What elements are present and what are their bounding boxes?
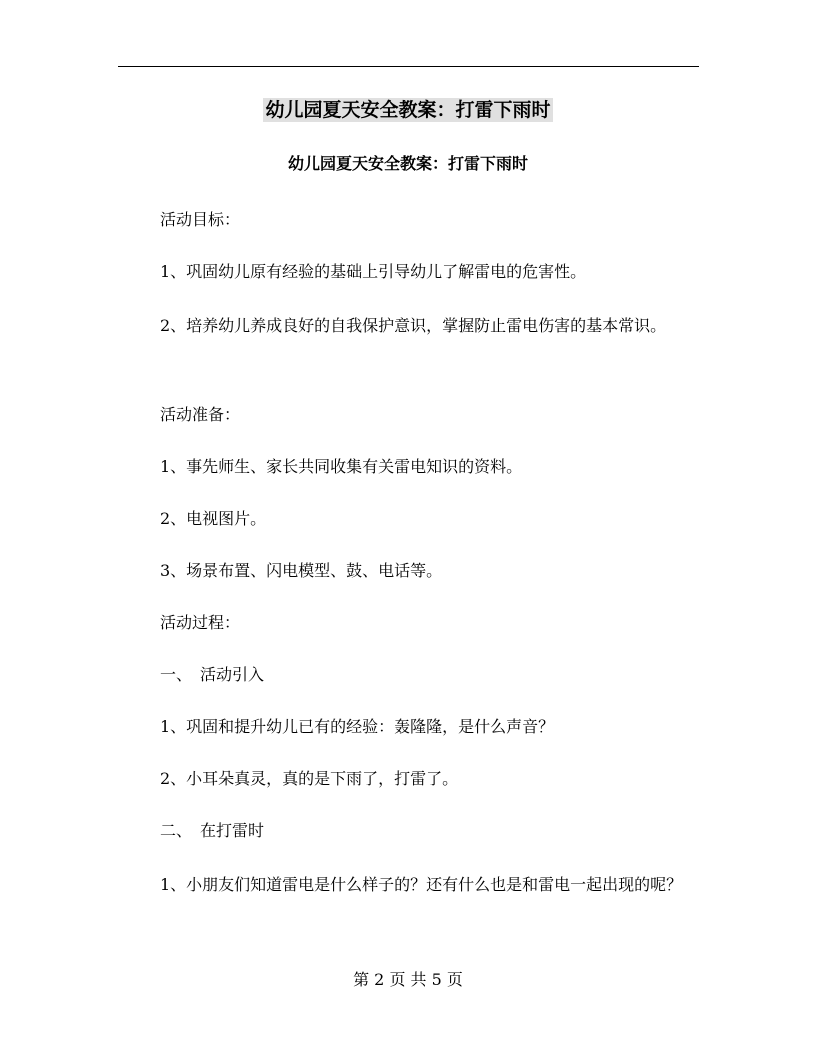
document-subtitle: 幼儿园夏天安全教案：打雷下雨时: [287, 154, 528, 173]
section-heading-goals: 活动目标：: [160, 210, 241, 229]
paragraph: 1、巩固和提升幼儿已有的经验：轰隆隆，是什么声音？: [160, 717, 555, 736]
page-footer: 第 2 页 共 5 页: [353, 970, 463, 989]
paragraph: 2、培养幼儿养成良好的自我保护意识，掌握防止雷电伤害的基本常识。: [160, 316, 667, 335]
paragraph: 1、巩固幼儿原有经验的基础上引导幼儿了解雷电的危害性。: [160, 262, 587, 281]
paragraph: 3、场景布置、闪电模型、鼓、电话等。: [160, 561, 443, 580]
paragraph: 2、小耳朵真灵，真的是下雨了，打雷了。: [160, 769, 459, 788]
section-heading-process: 活动过程：: [160, 613, 241, 632]
document-title: [0, 96, 816, 124]
section-heading-intro: 一、 活动引入: [160, 665, 265, 684]
paragraph: 1、小朋友们知道雷电是什么样子的？还有什么也是和雷电一起出现的呢？: [160, 875, 683, 894]
section-heading-thunder: 二、 在打雷时: [160, 821, 265, 840]
header-rule: [118, 66, 699, 67]
paragraph: 1、事先师生、家长共同收集有关雷电知识的资料。: [160, 457, 523, 476]
document-title-text: 幼儿园夏天安全教案：打雷下雨时: [265, 99, 551, 121]
paragraph: 2、电视图片。: [160, 509, 267, 528]
section-heading-preparation: 活动准备：: [160, 405, 241, 424]
